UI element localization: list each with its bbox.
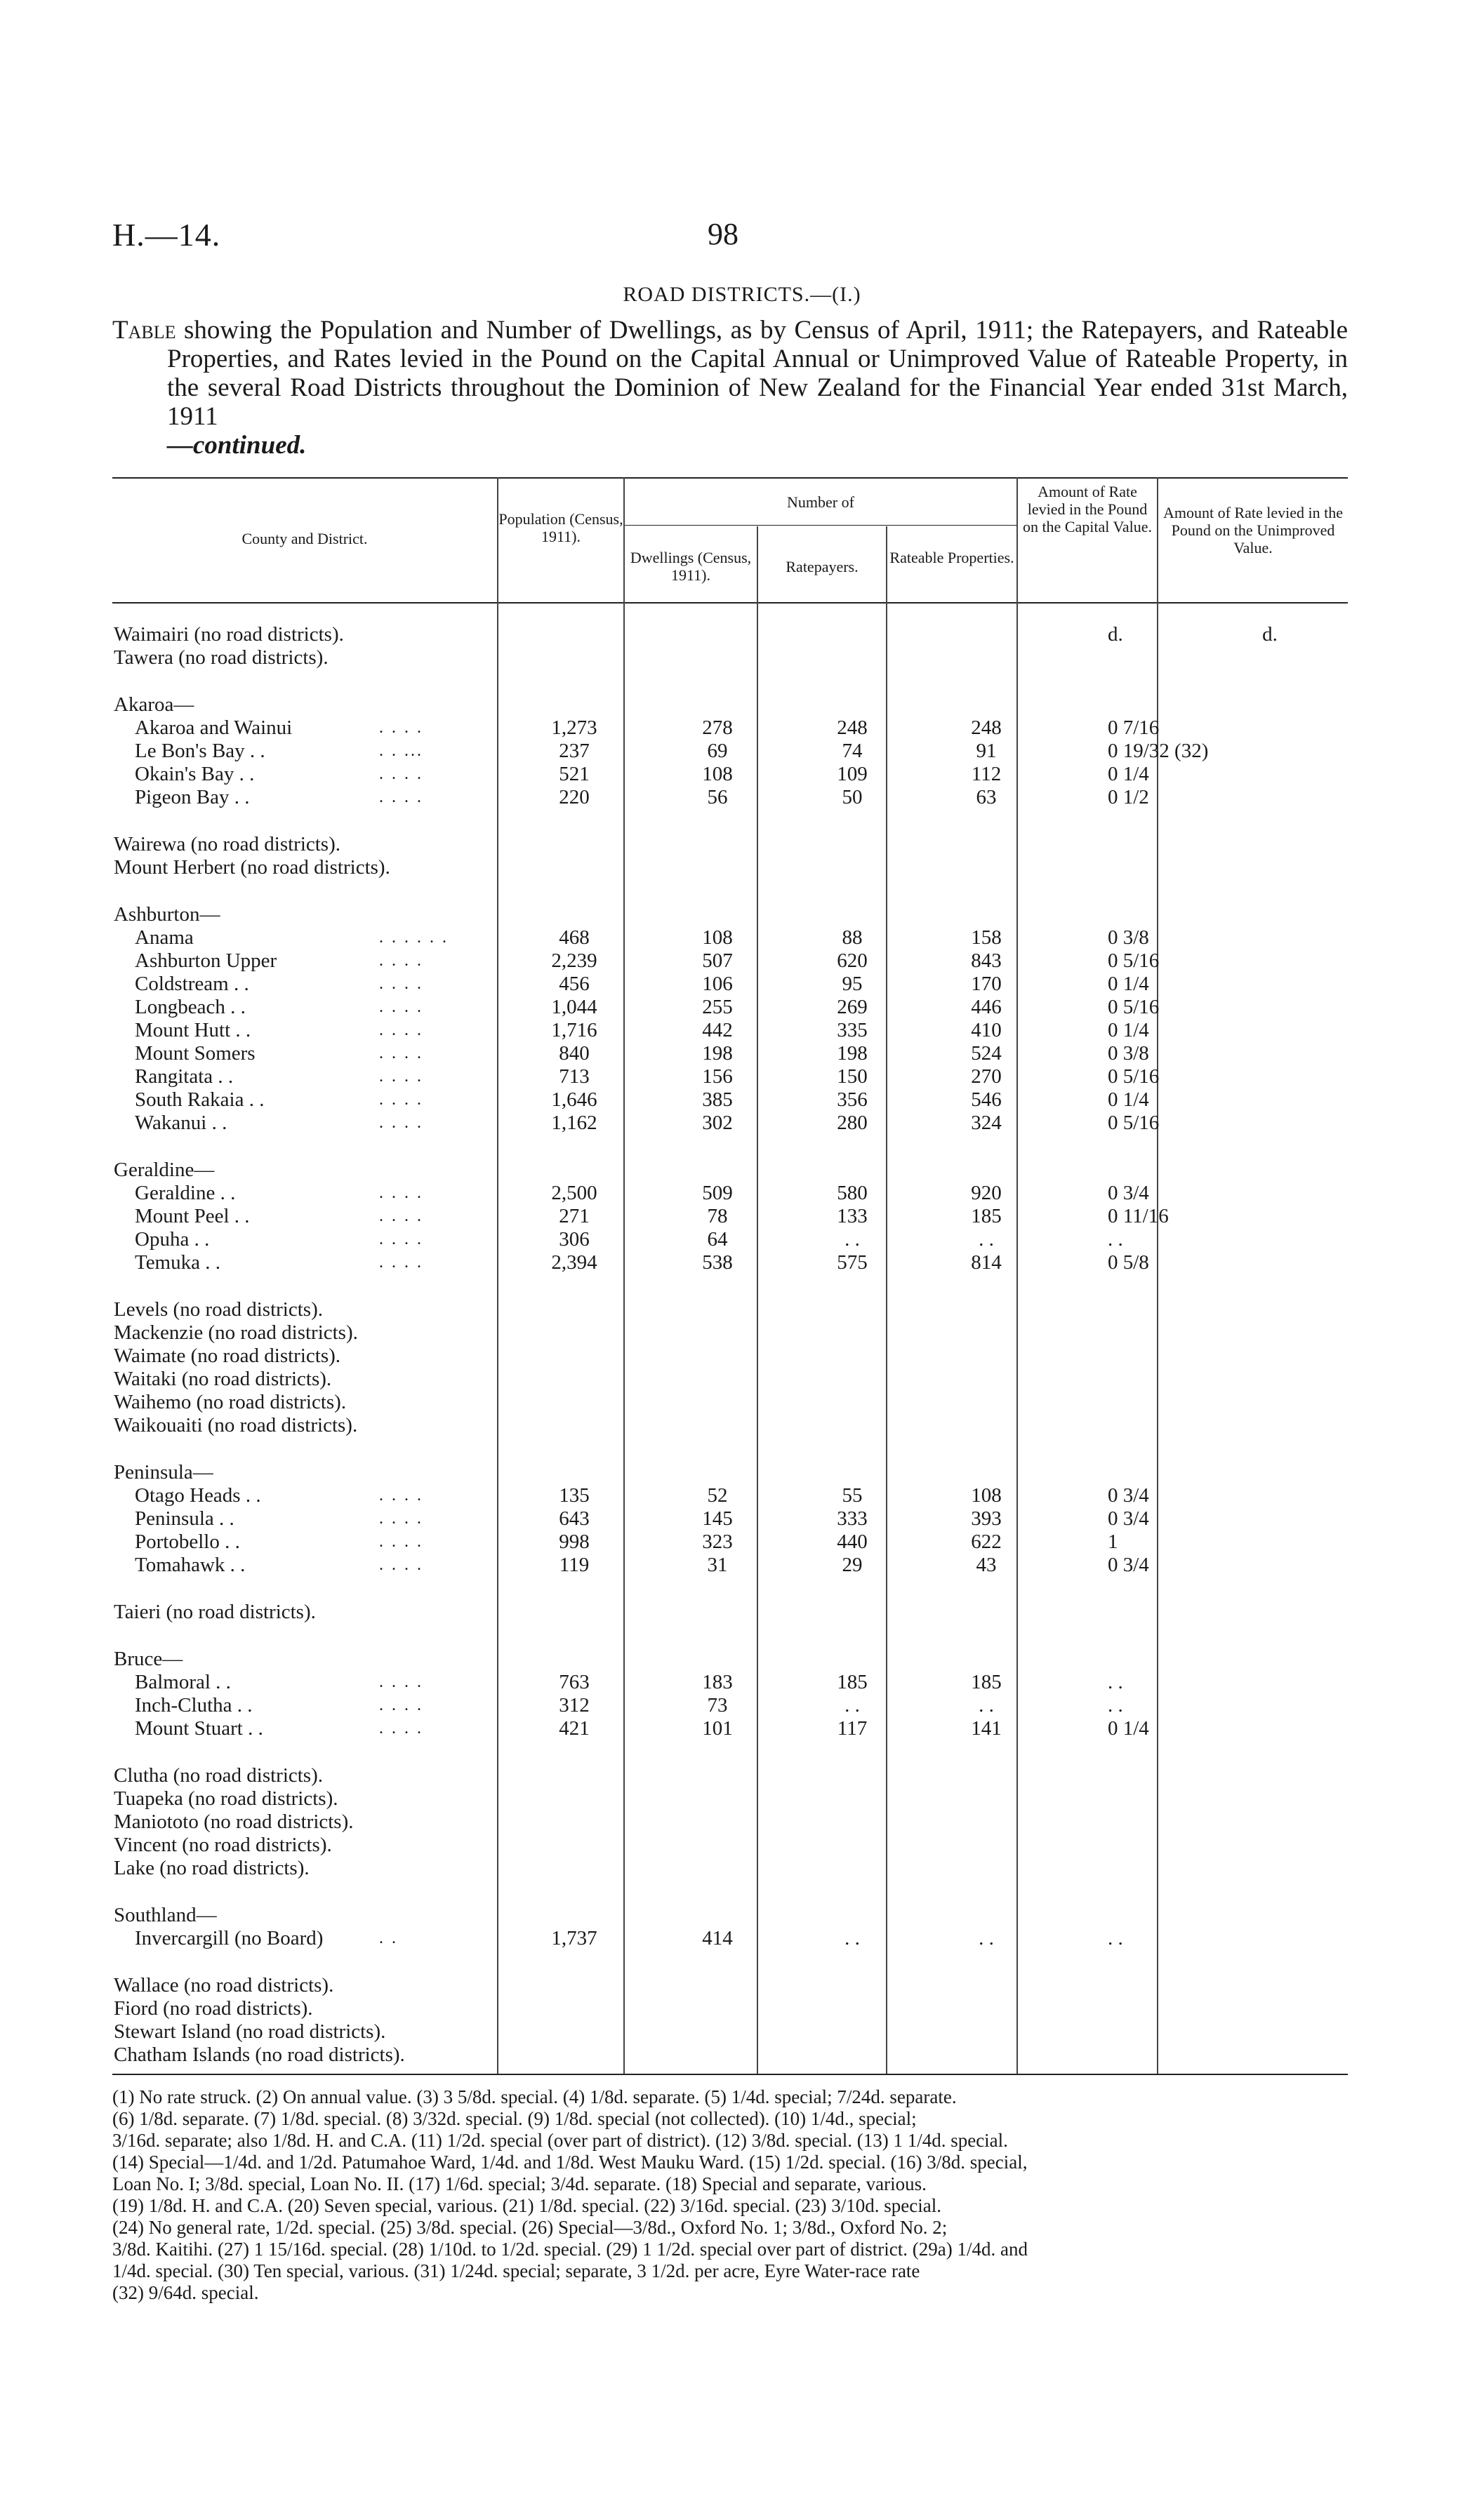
table-row — [112, 1857, 1348, 1880]
properties-cell: 920 — [971, 1182, 1002, 1204]
ratepayers-cell: 109 — [837, 763, 868, 785]
table-row — [112, 1251, 1348, 1274]
table-row — [112, 926, 1348, 949]
table-row — [112, 2044, 1348, 2067]
district-name: Inch-Clutha . . — [135, 1694, 253, 1716]
dwellings-cell: 507 — [702, 949, 733, 972]
district-name: Fiord (no road districts). — [114, 1997, 313, 2020]
population-cell: 312 — [559, 1694, 590, 1716]
leader-dots: . . . . — [379, 1696, 423, 1714]
dwellings-cell: 78 — [707, 1205, 728, 1227]
table-row — [112, 1648, 1348, 1671]
dwellings-cell: 156 — [702, 1065, 733, 1088]
footnote-line: (24) No general rate, 1/2d. special. (25) 3/8d. special. (26) Special—3/8d., Oxford No. 1; 3/8d., Oxford No. 2; — [112, 2217, 948, 2238]
population-cell: 2,394 — [551, 1251, 597, 1274]
table-row — [112, 973, 1348, 996]
leader-dots: . . . . — [379, 1114, 423, 1132]
ratepayers-cell: 335 — [837, 1019, 868, 1041]
population-cell: 840 — [559, 1042, 590, 1065]
ratepayers-cell: 50 — [842, 786, 863, 808]
ratepayers-cell: 29 — [842, 1554, 863, 1576]
capital-rate-cell: . . — [1108, 1927, 1123, 1949]
table-row — [112, 1065, 1348, 1088]
population-cell: 713 — [559, 1065, 590, 1088]
dwellings-cell: 64 — [707, 1228, 728, 1251]
caption-continued: —continued. — [167, 431, 307, 460]
properties-cell: 622 — [971, 1531, 1002, 1553]
table-row — [112, 1694, 1348, 1717]
table-row — [112, 1345, 1348, 1368]
header-properties: Rateable Properties. — [889, 549, 1014, 566]
properties-cell: . . — [979, 1694, 994, 1716]
table-row — [112, 1414, 1348, 1437]
capital-rate-cell: 0 3/4 — [1108, 1182, 1149, 1204]
district-name: Akaroa and Wainui — [135, 716, 293, 739]
dwellings-cell: 198 — [702, 1042, 733, 1065]
district-name: Wallace (no road districts). — [114, 1974, 334, 1996]
population-cell: 1,044 — [551, 996, 597, 1018]
leader-dots: . . . . — [379, 1091, 423, 1109]
ratepayers-cell: . . — [844, 1694, 860, 1716]
district-name: Mount Stuart . . — [135, 1717, 263, 1740]
population-cell: 643 — [559, 1507, 590, 1530]
district-name: Coldstream . . — [135, 973, 249, 995]
footnote-line: (19) 1/8d. H. and C.A. (20) Seven special, various. (21) 1/8d. special. (22) 3/16d. special. (23) 3/10d. special. — [112, 2195, 941, 2216]
district-name: Taieri (no road districts). — [114, 1601, 316, 1623]
district-name: Ashburton— — [114, 903, 220, 926]
dwellings-cell: 414 — [702, 1927, 733, 1949]
properties-cell: 63 — [976, 786, 997, 808]
number-of-rule — [625, 525, 1018, 526]
population-cell: 1,737 — [551, 1927, 597, 1949]
district-name: Opuha . . — [135, 1228, 210, 1251]
footnote-line: (14) Special—1/4d. and 1/2d. Patumahoe Ward, 1/4d. and 1/8d. West Mauku Ward. (15) 1/2d. special. (16) 3/8d. special, — [112, 2152, 1028, 2173]
dwellings-cell: 385 — [702, 1088, 733, 1111]
footnote-line: 3/8d. Kaitihi. (27) 1 15/16d. special. (28) 1/10d. to 1/2d. special. (29) 1 1/2d. special over part of district. (29a) 1/4d. and — [112, 2239, 1028, 2260]
dwellings-cell: 278 — [702, 716, 733, 739]
capital-rate-cell: 0 1/2 — [1108, 786, 1149, 808]
properties-cell: 108 — [971, 1484, 1002, 1507]
ratepayers-cell: 333 — [837, 1507, 868, 1530]
leader-dots: . . . . — [379, 1207, 423, 1225]
table-row — [112, 1834, 1348, 1857]
properties-cell: 446 — [971, 996, 1002, 1018]
capital-rate-cell: 0 19/32 (32) — [1108, 740, 1209, 762]
table-row — [112, 1205, 1348, 1228]
district-name: Lake (no road districts). — [114, 1857, 310, 1879]
district-name: Pigeon Bay . . — [135, 786, 250, 808]
dwellings-cell: 101 — [702, 1717, 733, 1740]
ratepayers-cell: . . — [844, 1927, 860, 1949]
header-population: Population (Census, 1911). — [498, 510, 623, 545]
properties-cell: 410 — [971, 1019, 1002, 1041]
dwellings-cell: 73 — [707, 1694, 728, 1716]
ratepayers-cell: 580 — [837, 1182, 868, 1204]
district-name: Peninsula . . — [135, 1507, 234, 1530]
table-bottom-rule — [112, 2074, 1348, 2075]
ratepayers-cell: 88 — [842, 926, 863, 949]
district-name: Levels (no road districts). — [114, 1298, 323, 1321]
footnote-line: (32) 9/64d. special. — [112, 2282, 259, 2303]
district-name: Waimairi (no road districts). — [114, 623, 344, 646]
table-row — [112, 1391, 1348, 1414]
district-name: Tawera (no road districts). — [114, 646, 329, 669]
ratepayers-cell: 150 — [837, 1065, 868, 1088]
properties-cell: 248 — [971, 716, 1002, 739]
district-name: Waitaki (no road districts). — [114, 1368, 332, 1390]
properties-cell: 112 — [971, 763, 1002, 785]
district-name: Mount Herbert (no road districts). — [114, 856, 390, 879]
header-number-of: Number of — [787, 493, 854, 511]
table-row — [112, 1507, 1348, 1531]
table-row — [112, 1787, 1348, 1811]
properties-cell: 843 — [971, 949, 1002, 972]
leader-dots: . . ... — [379, 742, 423, 760]
district-name: Waihemo (no road districts). — [114, 1391, 347, 1413]
leader-dots: . . . . — [379, 975, 423, 993]
properties-cell: 43 — [976, 1554, 997, 1576]
district-name: Akaroa— — [114, 693, 194, 716]
caption-text: showing the Population and Number of Dwellings, as by Census of April, 1911; the Ratepayers, and Rateable Properties, and Rates levied in the Pound on the Capital Annual or Unimproved Value of Rateable Property, in the several Road Districts throughout the Dominion of New Zealand for the Financial Year ended 31st March, 1911 — [167, 316, 1348, 431]
capital-rate-cell: . . — [1108, 1671, 1123, 1693]
district-name: Vincent (no road districts). — [114, 1834, 332, 1856]
dwellings-cell: 323 — [702, 1531, 733, 1553]
capital-rate-cell: 0 1/4 — [1108, 1717, 1149, 1740]
dwellings-cell: 509 — [702, 1182, 733, 1204]
table-row — [112, 1904, 1348, 1927]
district-name: Maniototo (no road districts). — [114, 1811, 354, 1833]
ratepayers-cell: 440 — [837, 1531, 868, 1553]
table-row — [112, 1927, 1348, 1950]
capital-rate-cell: 0 5/8 — [1108, 1251, 1149, 1274]
table-row — [112, 1321, 1348, 1345]
footnote-line: (6) 1/8d. separate. (7) 1/8d. special. (8) 3/32d. special. (9) 1/8d. special (not collected). (10) 1/4d., special; — [112, 2108, 917, 2129]
footnote-line: 3/16d. separate; also 1/8d. H. and C.A. (11) 1/2d. special (over part of district). (12) 3/8d. special. (13) 1 1/4d. special. — [112, 2130, 1008, 2151]
population-cell: 763 — [559, 1671, 590, 1693]
ratepayers-cell: 280 — [837, 1112, 868, 1134]
leader-dots: . . . . — [379, 1509, 423, 1528]
properties-cell: 393 — [971, 1507, 1002, 1530]
properties-cell: 324 — [971, 1112, 1002, 1134]
dwellings-cell: 69 — [707, 740, 728, 762]
properties-cell: 524 — [971, 1042, 1002, 1065]
population-cell: 1,646 — [551, 1088, 597, 1111]
footnote-line: (1) No rate struck. (2) On annual value. (3) 3 5/8d. special. (4) 1/8d. separate. (5) 1/4d. special; 7/24d. separate. — [112, 2086, 957, 2107]
header-ratepayers: Ratepayers. — [786, 558, 859, 575]
ratepayers-cell: . . — [844, 1228, 860, 1251]
capital-rate-cell: 0 5/16 — [1108, 996, 1160, 1018]
district-name: Invercargill (no Board) — [135, 1927, 324, 1949]
properties-cell: 170 — [971, 973, 1002, 995]
district-name: Temuka . . — [135, 1251, 220, 1274]
leader-dots: . . . . — [379, 952, 423, 970]
table-row — [112, 740, 1348, 763]
leader-dots: . . . . — [379, 1021, 423, 1039]
header-capital-rate: Amount of Rate levied in the Pound on the Capital Value. — [1022, 483, 1153, 535]
district-name: Balmoral . . — [135, 1671, 231, 1693]
district-name: Stewart Island (no road districts). — [114, 2020, 386, 2043]
leader-dots: . . . . — [379, 1556, 423, 1574]
leader-dots: . . . . — [379, 1253, 423, 1272]
ratepayers-cell: 269 — [837, 996, 868, 1018]
table-row — [112, 2020, 1348, 2044]
ratepayers-cell: 575 — [837, 1251, 868, 1274]
capital-rate-cell: 0 1/4 — [1108, 1019, 1149, 1041]
table-row — [112, 623, 1348, 646]
population-cell: 271 — [559, 1205, 590, 1227]
leader-dots: . . . . — [379, 1486, 423, 1505]
population-cell: 421 — [559, 1717, 590, 1740]
properties-cell: 91 — [976, 740, 997, 762]
dwellings-cell: 255 — [702, 996, 733, 1018]
district-name: Clutha (no road districts). — [114, 1764, 324, 1787]
district-name: Waikouaiti (no road districts). — [114, 1414, 358, 1436]
ratepayers-cell: 55 — [842, 1484, 863, 1507]
district-name: Anama — [135, 926, 194, 949]
capital-rate-cell: 0 5/16 — [1108, 949, 1160, 972]
dwellings-cell: 31 — [707, 1554, 728, 1576]
properties-cell: 814 — [971, 1251, 1002, 1274]
dwellings-cell: 183 — [702, 1671, 733, 1693]
capital-rate-cell: 0 3/8 — [1108, 926, 1149, 949]
table-row — [112, 1554, 1348, 1577]
district-name: Peninsula— — [114, 1461, 213, 1484]
table-row — [112, 1088, 1348, 1112]
section-title: ROAD DISTRICTS.—(I.) — [623, 283, 861, 306]
table-row — [112, 693, 1348, 716]
table-row — [112, 763, 1348, 786]
district-name: Ashburton Upper — [135, 949, 277, 972]
table-row — [112, 1997, 1348, 2020]
capital-rate-cell: . . — [1108, 1228, 1123, 1251]
leader-dots: . . . . — [379, 788, 423, 806]
dwellings-cell: 442 — [702, 1019, 733, 1041]
table-row — [112, 949, 1348, 973]
table-row — [112, 833, 1348, 856]
district-name: Portobello . . — [135, 1531, 240, 1553]
capital-rate-cell: 0 3/8 — [1108, 1042, 1149, 1065]
dwellings-cell: 56 — [707, 786, 728, 808]
ratepayers-cell: 198 — [837, 1042, 868, 1065]
district-name: Le Bon's Bay . . — [135, 740, 265, 762]
district-name: Bruce— — [114, 1648, 183, 1670]
capital-rate-cell: 0 3/4 — [1108, 1484, 1149, 1507]
table-row — [112, 1484, 1348, 1507]
table-row — [112, 1112, 1348, 1135]
ratepayers-cell: 248 — [837, 716, 868, 739]
page-id: H.—14. — [112, 217, 221, 253]
table-row — [112, 716, 1348, 740]
header-county: County and District. — [241, 530, 368, 547]
properties-cell: 185 — [971, 1205, 1002, 1227]
population-cell: 998 — [559, 1531, 590, 1553]
table-row — [112, 856, 1348, 879]
leader-dots: . . . . — [379, 719, 423, 737]
ratepayers-cell: 133 — [837, 1205, 868, 1227]
leader-dots: . . . . — [379, 998, 423, 1016]
table-row — [112, 1368, 1348, 1391]
district-name: Rangitata . . — [135, 1065, 234, 1088]
ratepayers-cell: 74 — [842, 740, 863, 762]
capital-rate-cell: 0 3/4 — [1108, 1507, 1149, 1530]
table-row — [112, 1671, 1348, 1694]
capital-rate-cell: 0 5/16 — [1108, 1065, 1160, 1088]
properties-cell: 546 — [971, 1088, 1002, 1111]
table-row — [112, 1764, 1348, 1787]
properties-cell: 185 — [971, 1671, 1002, 1693]
table-row — [112, 1228, 1348, 1251]
ratepayers-cell: 95 — [842, 973, 863, 995]
table-row — [112, 996, 1348, 1019]
leader-dots: . . . . — [379, 1533, 423, 1551]
district-name: Otago Heads . . — [135, 1484, 261, 1507]
dwellings-cell: 106 — [702, 973, 733, 995]
population-cell: 220 — [559, 786, 590, 808]
properties-cell: 141 — [971, 1717, 1002, 1740]
district-name: Chatham Islands (no road districts). — [114, 2044, 405, 2066]
capital-rate-cell: 0 7/16 — [1108, 716, 1160, 739]
capital-rate-cell: 1 — [1108, 1531, 1118, 1553]
table-row — [112, 1298, 1348, 1321]
population-cell: 1,162 — [551, 1112, 597, 1134]
page-number: 98 — [708, 217, 738, 251]
district-name: Mackenzie (no road districts). — [114, 1321, 358, 1344]
table-row — [112, 1601, 1348, 1624]
population-cell: 306 — [559, 1228, 590, 1251]
dwellings-cell: 145 — [702, 1507, 733, 1530]
district-name: Geraldine— — [114, 1159, 215, 1181]
table-row — [112, 1531, 1348, 1554]
population-cell: 237 — [559, 740, 590, 762]
population-cell: 2,239 — [551, 949, 597, 972]
leader-dots: . . . . — [379, 1044, 423, 1062]
population-cell: 2,500 — [551, 1182, 597, 1204]
leader-dots: . . . . — [379, 1719, 423, 1738]
ratepayers-cell: 117 — [837, 1717, 868, 1740]
capital-rate-cell: 0 5/16 — [1108, 1112, 1160, 1134]
table-row — [112, 1974, 1348, 1997]
population-cell: 135 — [559, 1484, 590, 1507]
table-row — [112, 1461, 1348, 1484]
dwellings-cell: 302 — [702, 1112, 733, 1134]
district-name: Geraldine . . — [135, 1182, 236, 1204]
population-cell: 468 — [559, 926, 590, 949]
ratepayers-cell: 356 — [837, 1088, 868, 1111]
table-top-rule — [112, 477, 1348, 479]
unimproved-rate-cell: d. — [1262, 623, 1278, 646]
district-name: Wairewa (no road districts). — [114, 833, 340, 855]
table-row — [112, 1717, 1348, 1740]
capital-rate-cell: . . — [1108, 1694, 1123, 1716]
leader-dots: . . . . — [379, 1067, 423, 1086]
properties-cell: . . — [979, 1228, 994, 1251]
leader-dots: . . . . — [379, 1184, 423, 1202]
population-cell: 521 — [559, 763, 590, 785]
header-unimproved-rate: Amount of Rate levied in the Pound on the Unimproved Value. — [1163, 504, 1343, 556]
district-name: Southland— — [114, 1904, 217, 1926]
footnote-line: Loan No. I; 3/8d. special, Loan No. II. (17) 1/6d. special; 3/4d. separate. (18) Special and separate, various. — [112, 2173, 927, 2194]
table-caption — [112, 316, 1348, 460]
properties-cell: . . — [979, 1927, 994, 1949]
district-name: Longbeach . . — [135, 996, 246, 1018]
header-dwellings: Dwellings (Census, 1911). — [630, 549, 752, 584]
table-row — [112, 1042, 1348, 1065]
dwellings-cell: 52 — [707, 1484, 728, 1507]
ratepayers-cell: 185 — [837, 1671, 868, 1693]
capital-rate-cell: d. — [1108, 623, 1123, 646]
district-name: Mount Somers — [135, 1042, 256, 1065]
capital-rate-cell: 0 1/4 — [1108, 763, 1149, 785]
leader-dots: . . . . — [379, 1673, 423, 1691]
table-row — [112, 1811, 1348, 1834]
district-name: Okain's Bay . . — [135, 763, 255, 785]
table-row — [112, 1182, 1348, 1205]
table-row — [112, 646, 1348, 669]
population-cell: 119 — [559, 1554, 590, 1576]
leader-dots: . . . . — [379, 765, 423, 783]
header-bottom-rule — [112, 602, 1348, 604]
district-name: Mount Peel . . — [135, 1205, 250, 1227]
district-name: Tomahawk . . — [135, 1554, 246, 1576]
leader-dots: . . . . . . — [379, 928, 449, 947]
capital-rate-cell: 0 3/4 — [1108, 1554, 1149, 1576]
population-cell: 1,273 — [551, 716, 597, 739]
population-cell: 456 — [559, 973, 590, 995]
capital-rate-cell: 0 1/4 — [1108, 973, 1149, 995]
caption-lead: Table — [112, 316, 176, 345]
district-name: Wakanui . . — [135, 1112, 227, 1134]
properties-cell: 158 — [971, 926, 1002, 949]
district-name: Mount Hutt . . — [135, 1019, 251, 1041]
table-row — [112, 1159, 1348, 1182]
footnotes — [112, 2086, 1348, 2304]
ratepayers-cell: 620 — [837, 949, 868, 972]
footnote-line: 1/4d. special. (30) Ten special, various. (31) 1/24d. special; separate, 3 1/2d. per acre, Eyre Water-race rate — [112, 2260, 920, 2281]
capital-rate-cell: 0 11/16 — [1108, 1205, 1169, 1227]
table-row — [112, 1019, 1348, 1042]
district-name: Waimate (no road districts). — [114, 1345, 341, 1367]
table-row — [112, 903, 1348, 926]
leader-dots: . . . . — [379, 1230, 423, 1248]
dwellings-cell: 108 — [702, 763, 733, 785]
properties-cell: 270 — [971, 1065, 1002, 1088]
dwellings-cell: 538 — [702, 1251, 733, 1274]
population-cell: 1,716 — [551, 1019, 597, 1041]
district-name: Tuapeka (no road districts). — [114, 1787, 338, 1810]
district-name: South Rakaia . . — [135, 1088, 265, 1111]
dwellings-cell: 108 — [702, 926, 733, 949]
capital-rate-cell: 0 1/4 — [1108, 1088, 1149, 1111]
leader-dots: . . — [379, 1929, 398, 1947]
table-row — [112, 786, 1348, 809]
